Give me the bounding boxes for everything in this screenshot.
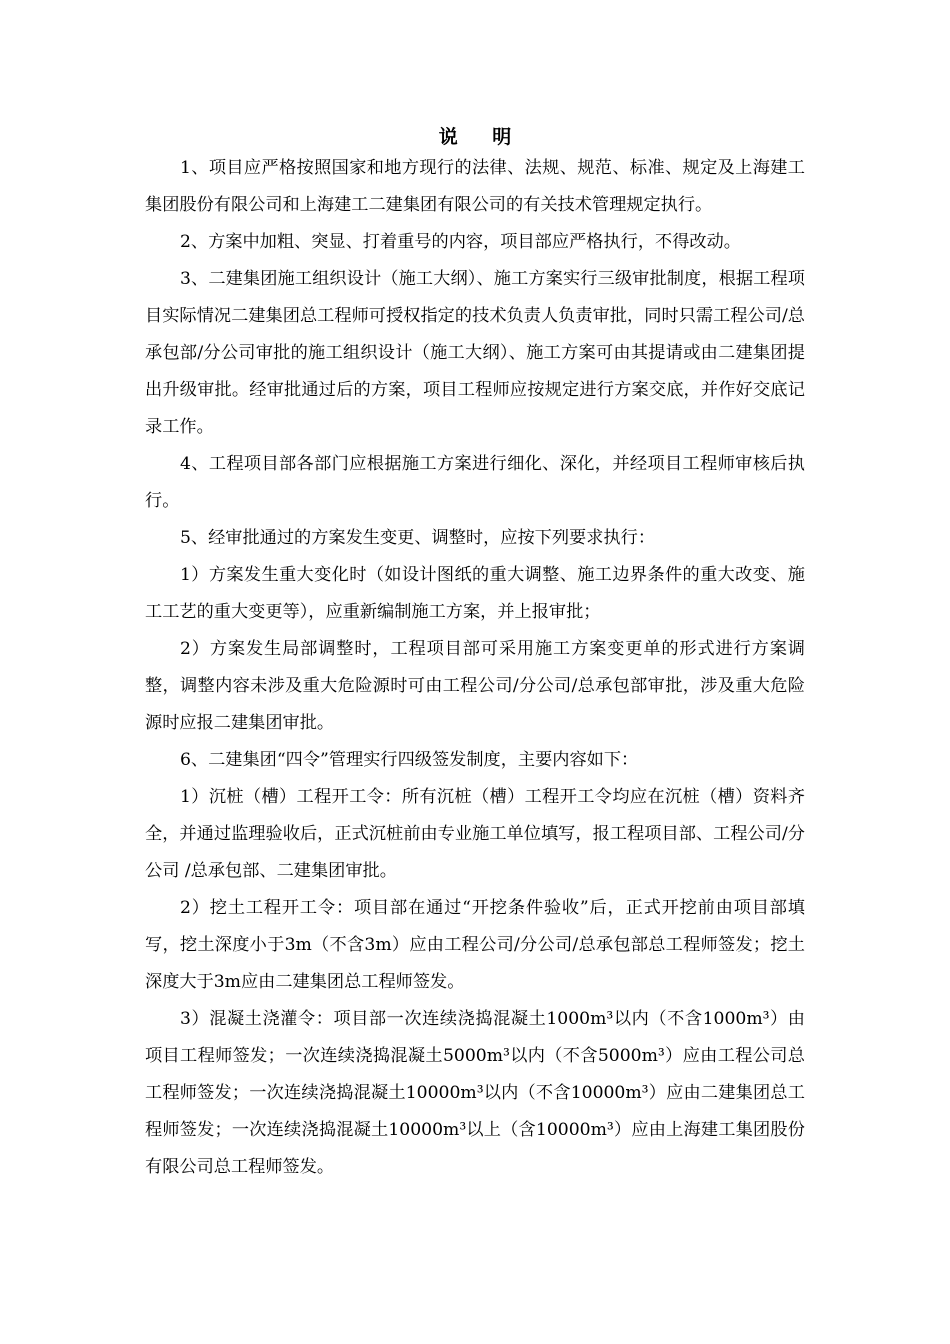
paragraph-5: 5、经审批通过的方案发生变更、调整时，应按下列要求执行： — [180, 528, 656, 548]
paragraph-4: 4、工程项目部各部门应根据施工方案进行细化、深化，并经项目工程师审核后执行。 — [145, 454, 805, 511]
paragraph-5-item-2: 2）方案发生局部调整时，工程项目部可采用施工方案变更单的形式进行方案调整，调整内容未涉及重大危险源时可由工程公司/分公司/总承包部审批，涉及重大危险源时应报二建集团审批。 — [145, 639, 805, 733]
paragraph-6: 6、二建集团“四令”管理实行四级签发制度，主要内容如下： — [180, 750, 639, 770]
paragraph-6-item-2: 2）挖土工程开工令：项目部在通过“开挖条件验收”后，正式开挖前由项目部填写，挖土深度小于3m（不含3m）应由工程公司/分公司/总承包部总工程师签发；挖土深度大于3m应由二建集团总工程师签发。 — [145, 898, 805, 992]
paragraph-5-item-1: 1）方案发生重大变化时（如设计图纸的重大调整、施工边界条件的重大改变、施工工艺的重大变更等），应重新编制施工方案，并上报审批； — [145, 565, 805, 622]
document-body — [145, 150, 805, 1186]
paragraph-6-item-3: 3）混凝土浇灌令：项目部一次连续浇捣混凝土1000m³以内（不含1000m³）由项目工程师签发；一次连续浇捣混凝土5000m³以内（不含5000m³）应由工程公司总工程师签发；一次连续浇捣混凝土10000m³以内（不含10000m³）应由二建集团总工程师签发；一次连续浇捣混凝土10000m³以上（含10000m³）应由上海建工集团股份有限公司总工程师签发。 — [145, 1009, 805, 1177]
paragraph-3: 3、二建集团施工组织设计（施工大纲）、施工方案实行三级审批制度，根据工程项目实际情况二建集团总工程师可授权指定的技术负责人负责审批，同时只需工程公司/总承包部/分公司审批的施工组织设计（施工大纲）、施工方案可由其提请或由二建集团提出升级审批。经审批通过后的方案，项目工程师应按规定进行方案交底，并作好交底记录工作。 — [145, 269, 805, 437]
document-title: 说 明 — [438, 126, 526, 148]
paragraph-1: 1、项目应严格按照国家和地方现行的法律、法规、规范、标准、规定及上海建工集团股份有限公司和上海建工二建集团有限公司的有关技术管理规定执行。 — [145, 158, 805, 215]
paragraph-2: 2、方案中加粗、突显、打着重号的内容，项目部应严格执行，不得改动。 — [180, 232, 741, 252]
paragraph-6-item-1: 1）沉桩（槽）工程开工令：所有沉桩（槽）工程开工令均应在沉桩（槽）资料齐全，并通过监理验收后，正式沉桩前由专业施工单位填写，报工程项目部、工程公司/分公司 /总承包部、二建集团审批。 — [145, 787, 805, 881]
